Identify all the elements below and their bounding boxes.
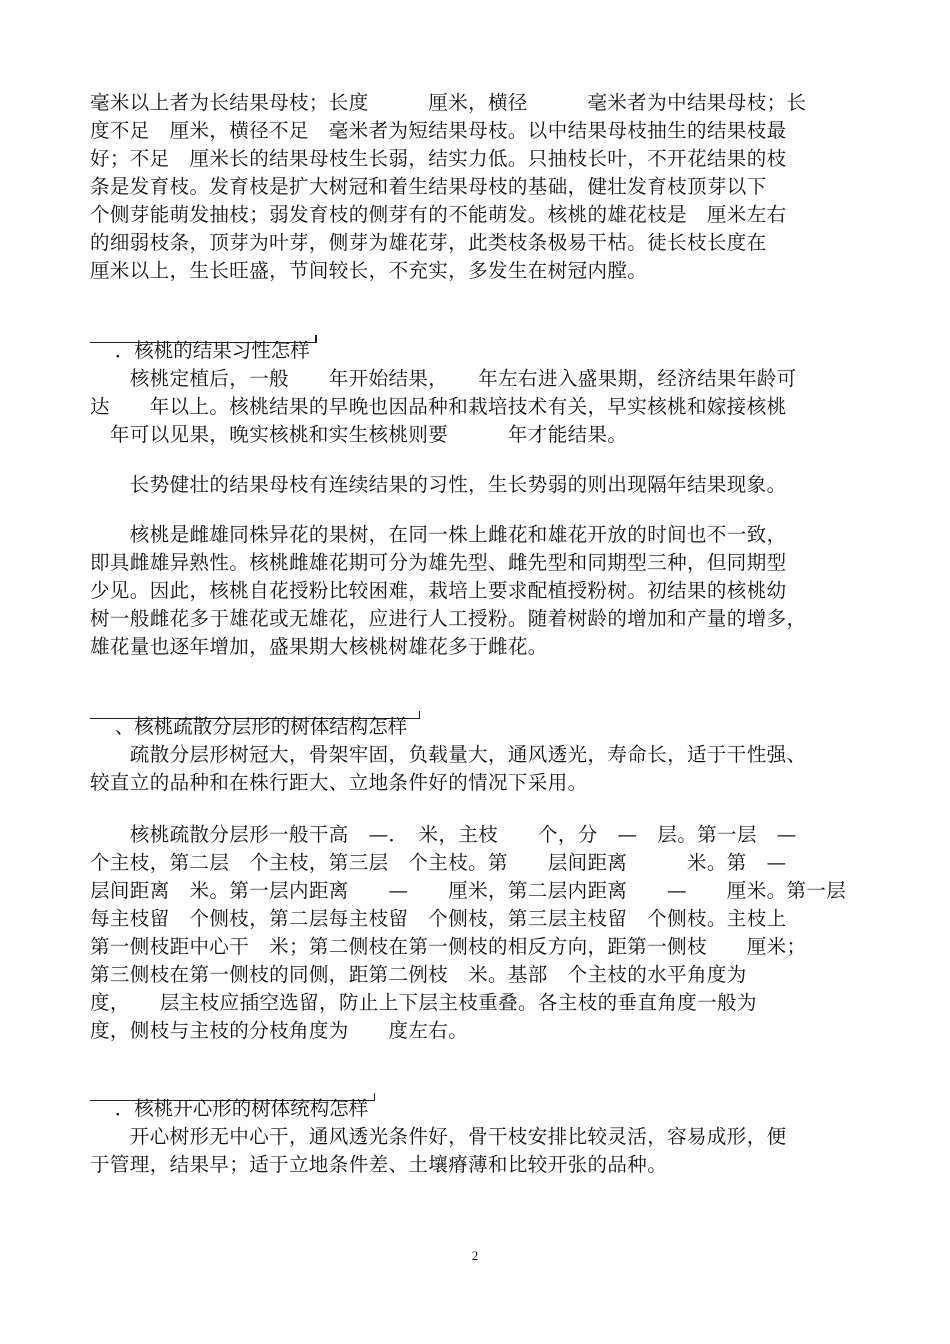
heading-underline-tick bbox=[315, 335, 317, 343]
text-line: 的细弱枝条，顶芽为叶芽，侧芽为雄花芽，此类枝条极易干枯。徒长枝长度在 bbox=[90, 231, 767, 254]
text-line: 达 年以上。核桃结果的早晚也因品种和栽培技术有关，早实核桃和嫁接核桃 bbox=[90, 395, 787, 418]
text-line: 厘米以上，生长旺盛，节间较长，不充实，多发生在树冠内膛。 bbox=[90, 259, 648, 282]
text-line: 核桃疏散分层形一般干高 —． 米，主枝 个，分 — 层。第一层 — bbox=[90, 823, 797, 846]
text-line: 毫米以上者为长结果母枝；长度 厘米，横径 毫米者为中结果母枝；长 bbox=[90, 91, 807, 114]
text-line: 度不足 厘米，横径不足 毫米者为短结果母枝。以中结果母枝抽生的结果枝最 bbox=[90, 119, 787, 142]
text-line: 个侧芽能萌发抽枝；弱发育枝的侧芽有的不能萌发。核桃的雄花枝是 厘米左右 bbox=[90, 203, 787, 226]
text-line: 第三侧枝在第一侧枝的同侧，距第二例枝 米。基部 个主枝的水平角度为 bbox=[90, 963, 747, 986]
text-line: 少见。因此，核桃自花授粉比较困难，栽培上要求配植授粉树。初结果的核桃幼 bbox=[90, 579, 787, 602]
text-line: 核桃定植后，一般 年开始结果， 年左右进入盛果期，经济结果年龄可 bbox=[90, 367, 797, 390]
text-line: 较直立的品种和在株行距大、立地条件好的情况下采用。 bbox=[90, 771, 588, 794]
text-line: 于管理，结果早；适于立地条件差、土壤瘠薄和比较开张的品种。 bbox=[90, 1153, 668, 1176]
text-line: 树一般雌花多于雄花或无雄花，应进行人工授粉。随着树龄的增加和产量的增多， bbox=[90, 607, 807, 630]
text-line: 条是发育枝。发育枝是扩大树冠和着生结果母枝的基础，健壮发育枝顶芽以下 bbox=[90, 175, 767, 198]
text-line: 开心树形无中心干，通风透光条件好，骨干枝安排比较灵活，容易成形，便 bbox=[90, 1125, 787, 1148]
section-heading-open-center bbox=[90, 1070, 374, 1120]
text-line: 层间距离 米。第一层内距离 — 厘米，第二层内距离 — 厘米。第一层 bbox=[90, 879, 847, 902]
text-line: 雄花量也逐年增加，盛果期大核桃树雄花多于雌花。 bbox=[90, 635, 548, 658]
heading-underline-tick bbox=[419, 711, 421, 719]
text-line: 度，侧枝与主枝的分枝角度为 度左右。 bbox=[90, 1019, 469, 1042]
text-line: 疏散分层形树冠大，骨架牢固，负载量大，通风透光，寿命长，适于干性强、 bbox=[90, 743, 807, 766]
page-number: 2 bbox=[471, 1248, 479, 1263]
text-line: 度， 层主枝应插空选留，防止上下层主枝重叠。各主枝的垂直角度一般为 bbox=[90, 991, 757, 1014]
text-line: 核桃是雌雄同株异花的果树，在同一株上雌花和雄花开放的时间也不一致， bbox=[90, 523, 787, 546]
section-heading-layered-structure bbox=[90, 688, 419, 738]
text-line: 好；不足 厘米长的结果母枝生长弱，结实力低。只抽枝长叶，不开花结果的枝 bbox=[90, 147, 787, 170]
text-line: 每主枝留 个侧枝，第二层每主枝留 个侧枝，第三层主枝留 个侧枝。主枝上 bbox=[90, 907, 787, 930]
heading-text: 、核桃疏散分层形的树体结构怎样 bbox=[114, 715, 408, 738]
heading-underline-tick bbox=[374, 1093, 376, 1101]
text-line: 第一侧枝距中心干 米；第二侧枝在第一侧枝的相反方向，距第一侧枝 厘米； bbox=[90, 935, 807, 958]
text-line: 年可以见果，晚实核桃和实生核桃则要 年才能结果。 bbox=[90, 423, 628, 446]
text-line: 个主枝，第二层 个主枝，第三层 个主枝。第 层间距离 米。第 — bbox=[90, 851, 787, 874]
heading-text: ．核桃的结果习性怎样 bbox=[114, 339, 310, 362]
text-line: 长势健壮的结果母枝有连续结果的习性，生长势弱的则出现隔年结果现象。 bbox=[90, 473, 787, 496]
heading-text: ．核桃开心形的树体统构怎样 bbox=[114, 1097, 369, 1120]
section-heading-fruiting-habit bbox=[90, 312, 316, 362]
text-line: 即具雌雄异熟性。核桃雌雄花期可分为雄先型、雌先型和同期型三种，但同期型 bbox=[90, 551, 787, 574]
